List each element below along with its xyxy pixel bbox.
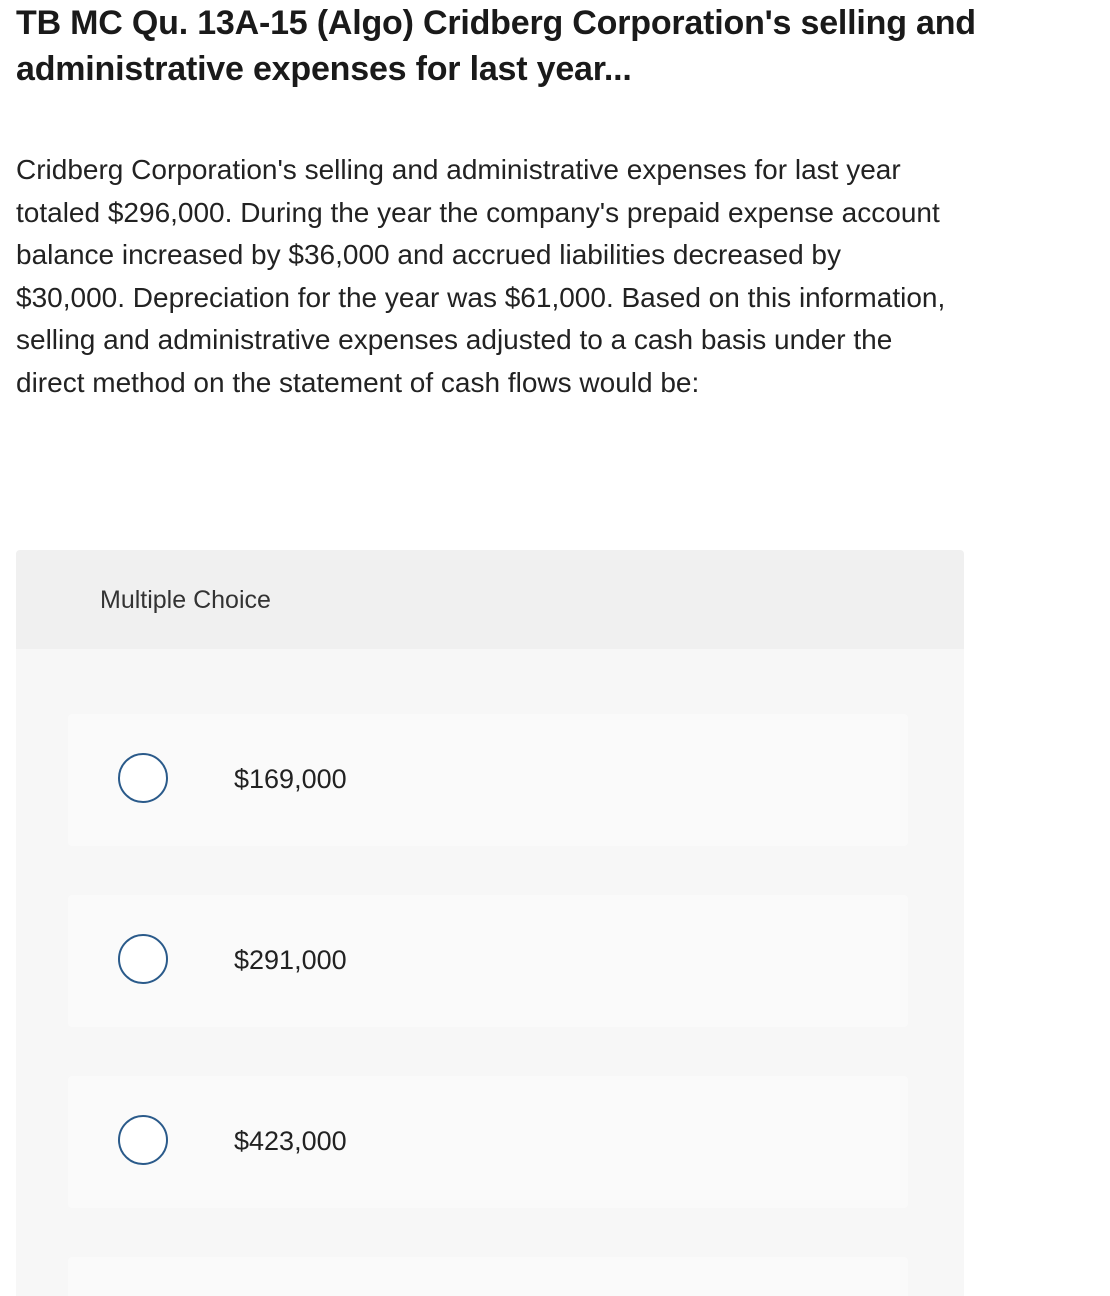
- choice-option-3[interactable]: [68, 1076, 908, 1208]
- choice-option-2[interactable]: [68, 895, 908, 1027]
- choice-label: $291,000: [234, 945, 347, 975]
- radio-button-icon[interactable]: [118, 753, 168, 803]
- choice-label: $423,000: [234, 1126, 347, 1156]
- choice-list: [68, 714, 908, 1296]
- radio-button-icon[interactable]: [118, 934, 168, 984]
- question-text: Cridberg Corporation's selling and administrative expenses for last year totaled $296,000. During the year the company's prepaid expense account balance increased by $36,000 and accrued liabilities decreased by $30,000. Depreciation for the year was $61,000. Based on this information, selling and administrative expenses adjusted to a cash basis under the direct method on the statement of cash flows would be:: [16, 154, 946, 398]
- question-title: TB MC Qu. 13A-15 (Algo) Cridberg Corporation's selling and administrative expenses for last year...: [16, 4, 976, 88]
- choice-option-4[interactable]: [68, 1257, 908, 1296]
- choice-label: $169,000: [234, 764, 347, 794]
- multiple-choice-panel: [16, 550, 964, 1296]
- multiple-choice-header: [16, 550, 964, 649]
- multiple-choice-header-label: Multiple Choice: [100, 586, 271, 614]
- radio-button-icon[interactable]: [118, 1115, 168, 1165]
- choice-option-1[interactable]: [68, 714, 908, 846]
